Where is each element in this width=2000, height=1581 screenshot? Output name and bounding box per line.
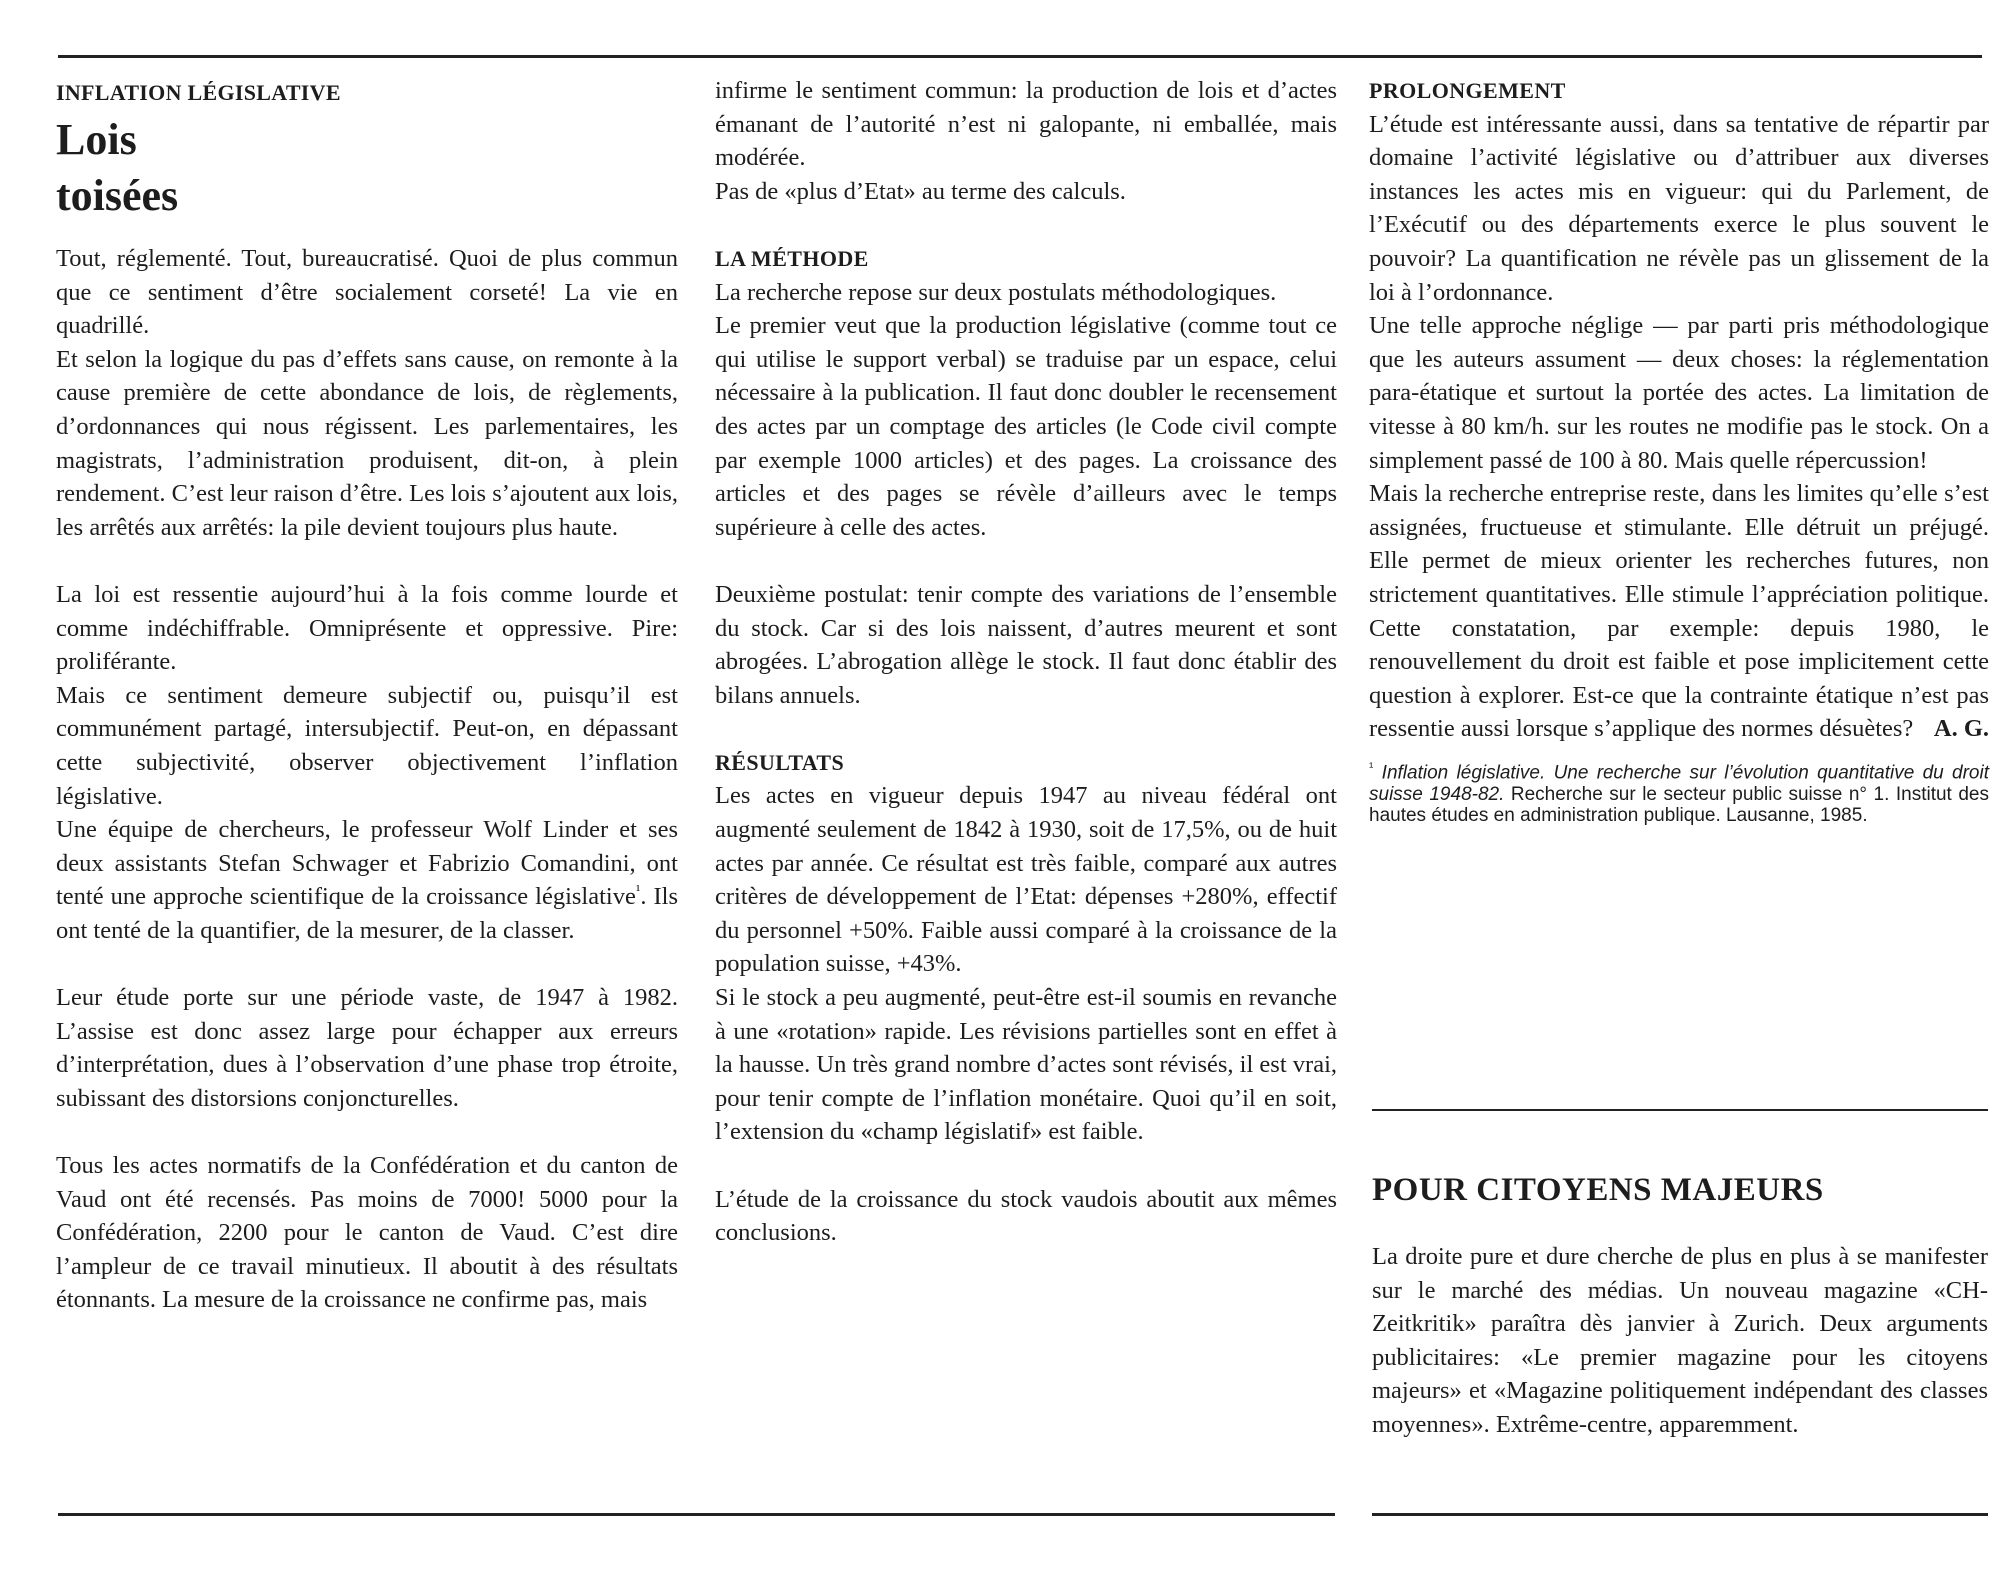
sidebar-top-rule: [1372, 1109, 1988, 1111]
paragraph: La recherche repose sur deux postulats méthodologiques.: [715, 278, 1277, 306]
paragraph: Mais ce sentiment demeure subjectif ou, puisqu’il est communément partagé, intersubjectif. Peut-on, en dépassant cette subjectivité, observer objectivement l’inflation législative.: [56, 681, 678, 810]
paragraph: Si le stock a peu augmenté, peut-être est-il soumis en revanche à une «rotation» rapide. Les révisions partielles sont en effet à la hausse. Un très grand nombre d’actes sont révisés, il est vrai, pour tenir compte de l’inflation monétaire. Quoi qu’il en soit, l’extension du «champ législatif» est faible.: [715, 984, 1337, 1146]
footnote-text: Recherche sur le secteur public suisse n° 1. Institut des hautes études en administration publique. Lausanne, 1985.: [1369, 783, 1989, 827]
paragraph-signed: [1369, 477, 1989, 746]
sidebar-article-text: La droite pure et dure cherche de plus en plus à se manifester sur le marché des médias. Un nouveau magazine «CH-Zeitkritik» paraîtra dès janvier à Zurich. Deux arguments publicitaires: «Le premier magazine pour les citoyens majeurs» et «Magazine politiquement indépendant des classes moyennes». Extrême-centre, apparemment.: [1372, 1243, 1988, 1438]
paragraph: Le premier veut que la production législative (comme tout ce qui utilise le support verbal) se traduise par un espace, celui nécessaire à la publication. Il faut donc doubler le recensement des actes par un comptage des articles (le Code civil compte par exemple 1000 articles) et des pages. La croissance des articles et des pages se révèle d’ailleurs avec le temps supérieure à celle des actes.: [715, 312, 1337, 541]
article-kicker: INFLATION LÉGISLATIVE: [56, 80, 341, 105]
section-heading-prolongement: PROLONGEMENT: [1369, 78, 1566, 103]
footnote-reference: ¹: [635, 883, 641, 900]
headline-line-1: Lois: [56, 115, 137, 164]
sidebar-article: [1372, 1170, 1988, 1442]
column-3: [1369, 74, 1989, 827]
bottom-rule-main: [58, 1513, 1335, 1516]
paragraph: Une telle approche néglige — par parti pris méthodologique que les auteurs assument — deux choses: la réglementation para-étatique et surtout la portée des actes. La limitation de vitesse à 80 km/h. sur les routes ne modifie pas le stock. On a simplement passé de 100 à 80. Mais quelle répercussion!: [1369, 312, 1989, 474]
paragraph: Deuxième postulat: tenir compte des variations de l’ensemble du stock. Car si des lois naissent, d’autres meurent et sont abrogées. L’abrogation allège le stock. Il faut donc établir des bilans annuels.: [715, 580, 1337, 709]
article-headline: [56, 112, 678, 224]
paragraph-text: Mais la recherche entreprise reste, dans les limites qu’elle s’est assignées, fructueuse et stimulante. Elle détruit un préjugé. Elle permet de mieux orienter les recherches futures, non strictement quantitatives. Elle stimule l’appréciation politique. Cette constatation, par exemple: depuis 1980, le renouvellement du droit est faible et pose implicitement cette question à explorer. Est-ce que la contrainte étatique n’est pas ressentie aussi lorsque s’applique des normes désuètes?: [1369, 480, 1989, 743]
footnote: [1369, 756, 1989, 827]
paragraph: Les actes en vigueur depuis 1947 au niveau fédéral ont augmenté seulement de 1842 à 1930, soit de 17,5%, ou de huit actes par année. Ce résultat est très faible, comparé aux autres critères de développement de l’Etat: dépenses +280%, effectif du personnel +50%. Faible aussi comparé à la croissance de la population suisse, +43%.: [715, 782, 1337, 978]
paragraph: Tous les actes normatifs de la Confédération et du canton de Vaud ont été recensés. Pas moins de 7000! 5000 pour la Confédération, 2200 pour le canton de Vaud. C’est dire l’ampleur de ce travail minutieux. Il aboutit à des résultats étonnants. La mesure de la croissance ne confirme pas, mais: [56, 1152, 678, 1314]
column-1: [56, 74, 678, 1317]
section-heading-resultats: RÉSULTATS: [715, 749, 845, 775]
paragraph: infirme le sentiment commun: la production de lois et d’actes émanant de l’autorité n’est ni galopante, ni emballée, mais modérée.: [715, 77, 1337, 172]
sidebar-article-title: POUR CITOYENS MAJEURS: [1372, 1172, 1824, 1208]
author-signature: A. G.: [1933, 715, 1989, 743]
paragraph: Tout, réglementé. Tout, bureaucratisé. Quoi de plus commun que ce sentiment d’être socialement corseté! La vie en quadrillé.: [56, 245, 678, 340]
paragraph: L’étude de la croissance du stock vaudois aboutit aux mêmes conclusions.: [715, 1185, 1337, 1247]
paragraph: Et selon la logique du pas d’effets sans cause, on remonte à la cause première de cette abondance de lois, de règlements, d’ordonnances qui nous régissent. Les parlementaires, les magistrats, l’administration produisent, dit-on, à plein rendement. C’est leur raison d’être. Les lois s’ajoutent aux lois, les arrêtés aux arrêtés: la pile devient toujours plus haute.: [56, 345, 678, 541]
headline-line-2: toisées: [56, 171, 179, 220]
footnote-title: Inflation législative. Une recherche sur l’évolution quantitative du droit suisse 1948-82.: [1369, 762, 1990, 805]
paragraph: L’étude est intéressante aussi, dans sa tentative de répartir par domaine l’activité législative ou d’attribuer aux diverses instances les actes mis en vigueur: qui du Parlement, de l’Exécutif ou des départements exerce le plus souvent le pouvoir? La quantification ne révèle pas un glissement de la loi à l’ordonnance.: [1369, 110, 1989, 306]
paragraph: Leur étude porte sur une période vaste, de 1947 à 1982. L’assise est donc assez large pour échapper aux erreurs d’interprétation, dues à l’observation d’une phase trop étroite, subissant des distorsions conjoncturelles.: [56, 984, 678, 1112]
paragraph: Pas de «plus d’Etat» au terme des calculs.: [715, 177, 1126, 205]
paragraph-text: . Ils ont tenté de la quantifier, de la mesurer, de la classer.: [56, 883, 679, 944]
paragraph-text: Une équipe de chercheurs, le professeur Wolf Linder et ses deux assistants Stefan Schwager et Fabrizio Comandini, ont tenté une approche scientifique de la croissance législative: [56, 816, 678, 911]
column-2: [715, 74, 1337, 1250]
sidebar-bottom-rule: [1372, 1513, 1988, 1516]
paragraph: La loi est ressentie aujourd’hui à la fois comme lourde et comme indéchiffrable. Omniprésente et oppressive. Pire: proliférante.: [56, 580, 678, 676]
section-heading-methode: LA MÉTHODE: [715, 245, 869, 271]
footnote-mark: ¹: [1369, 758, 1374, 774]
paragraph-with-footnote-ref: [56, 813, 678, 947]
top-rule: [58, 55, 1982, 58]
